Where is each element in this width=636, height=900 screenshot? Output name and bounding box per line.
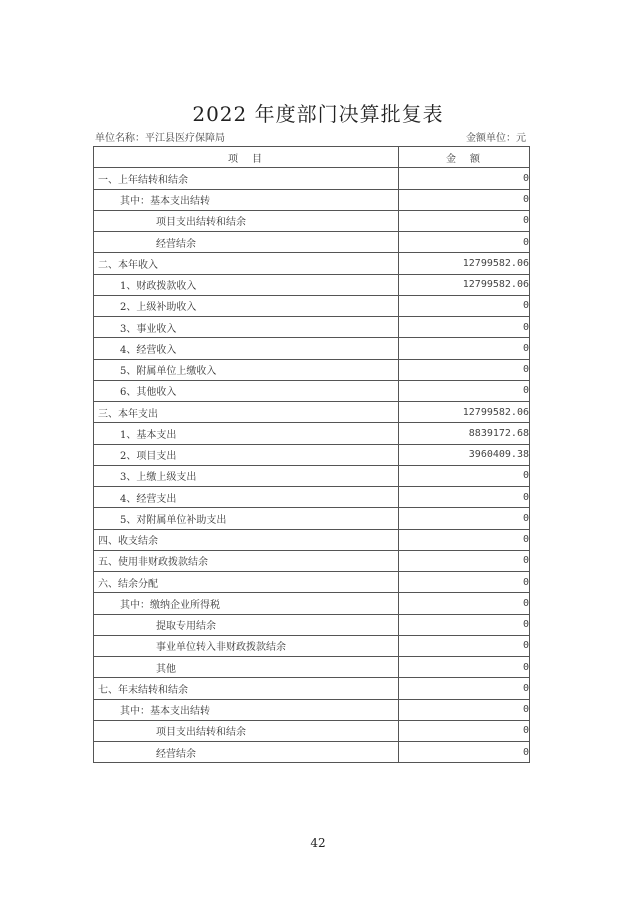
table-row [94,380,530,401]
table-row [94,657,530,678]
table-row [94,678,530,699]
row-amount: 0 [399,720,530,741]
table-row [94,232,530,253]
row-amount: 12799582.06 [399,253,530,274]
table-row [94,359,530,380]
row-amount: 0 [399,487,530,508]
table-row [94,338,530,359]
row-amount: 8839172.68 [399,423,530,444]
row-amount: 0 [399,678,530,699]
row-amount: 0 [399,699,530,720]
row-item-label: 五、使用非财政拨款结余 [94,550,399,571]
row-item-label: 3、事业收入 [94,317,399,338]
row-amount: 0 [399,465,530,486]
row-item-label: 2、上级补助收入 [94,295,399,316]
row-item-label: 其中：基本支出结转 [94,699,399,720]
meta-row [95,129,528,145]
row-amount: 0 [399,508,530,529]
row-item-label: 1、财政拨款收入 [94,274,399,295]
table-row [94,168,530,189]
table-row [94,210,530,231]
row-amount: 3960409.38 [399,444,530,465]
row-item-label: 提取专用结余 [94,614,399,635]
row-amount: 0 [399,593,530,614]
row-amount: 0 [399,338,530,359]
row-amount: 0 [399,210,530,231]
row-amount: 0 [399,317,530,338]
row-item-label: 七、年末结转和结余 [94,678,399,699]
table-row [94,635,530,656]
table-row [94,720,530,741]
row-amount: 0 [399,657,530,678]
row-item-label: 3、上缴上级支出 [94,465,399,486]
page-number: 42 [310,836,326,850]
table-row [94,593,530,614]
row-item-label: 4、经营收入 [94,338,399,359]
row-item-label: 其他 [94,657,399,678]
row-amount: 0 [399,380,530,401]
row-amount: 0 [399,572,530,593]
row-item-label: 经营结余 [94,232,399,253]
row-item-label: 5、对附属单位补助支出 [94,508,399,529]
row-amount: 0 [399,189,530,210]
row-amount: 12799582.06 [399,274,530,295]
table-row [94,508,530,529]
table-row [94,317,530,338]
table-body [94,168,530,763]
row-item-label: 其中：缴纳企业所得税 [94,593,399,614]
table-row [94,465,530,486]
row-item-label: 三、本年支出 [94,402,399,423]
row-item-label: 经营结余 [94,742,399,763]
row-item-label: 项目支出结转和结余 [94,720,399,741]
table-row [94,253,530,274]
table-row [94,189,530,210]
table-row [94,295,530,316]
row-item-label: 项目支出结转和结余 [94,210,399,231]
row-amount: 0 [399,232,530,253]
table-row [94,699,530,720]
row-amount: 0 [399,168,530,189]
row-amount: 0 [399,359,530,380]
row-amount: 0 [399,614,530,635]
row-item-label: 其中：基本支出结转 [94,189,399,210]
row-amount: 0 [399,550,530,571]
row-amount: 12799582.06 [399,402,530,423]
row-item-label: 5、附属单位上缴收入 [94,359,399,380]
row-item-label: 4、经营支出 [94,487,399,508]
row-item-label: 一、上年结转和结余 [94,168,399,189]
column-header-item: 项 目 [94,147,399,168]
table-row [94,614,530,635]
row-amount: 0 [399,635,530,656]
table-row [94,529,530,550]
table-row [94,402,530,423]
row-amount: 0 [399,529,530,550]
table-row [94,274,530,295]
row-item-label: 四、收支结余 [94,529,399,550]
currency-unit-label: 金额单位：元 [466,133,526,144]
table-row [94,444,530,465]
row-item-label: 6、其他收入 [94,380,399,401]
unit-name-label: 单位名称：平江县医疗保障局 [95,133,225,144]
row-item-label: 六、结余分配 [94,572,399,593]
row-item-label: 事业单位转入非财政拨款结余 [94,635,399,656]
row-item-label: 2、项目支出 [94,444,399,465]
table-header-row [94,147,530,168]
row-item-label: 二、本年收入 [94,253,399,274]
budget-approval-table [93,146,530,763]
table-row [94,550,530,571]
table-row [94,572,530,593]
table-row [94,423,530,444]
row-amount: 0 [399,742,530,763]
table-row [94,742,530,763]
column-header-amount: 金 额 [399,147,530,168]
page-title: 2022 年度部门决算批复表 [192,102,444,126]
table-row [94,487,530,508]
row-amount: 0 [399,295,530,316]
row-item-label: 1、基本支出 [94,423,399,444]
